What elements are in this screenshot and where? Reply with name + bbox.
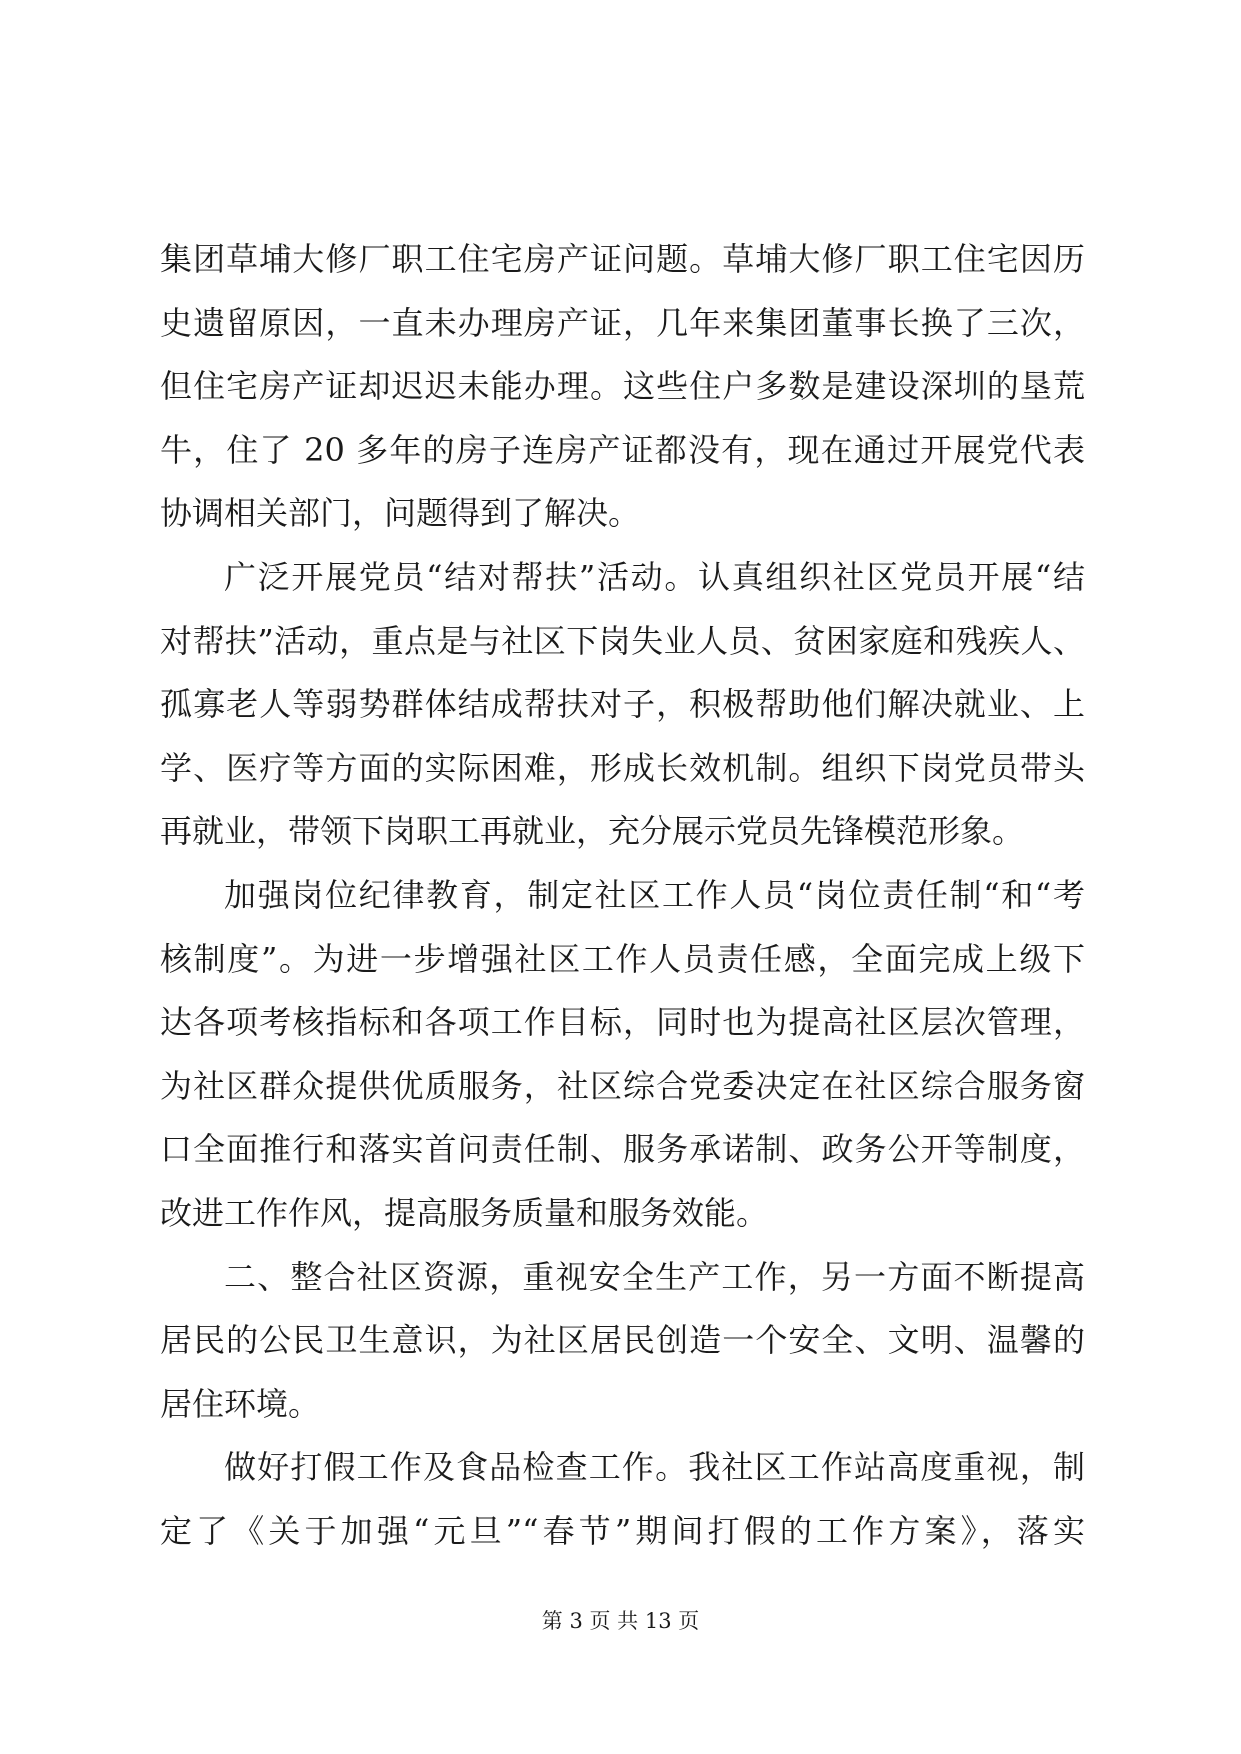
text-line: 孤寡老人等弱势群体结成帮扶对子，积极帮助他们解决就业、上	[160, 685, 1085, 724]
text-line: 广泛开展党员“结对帮扶”活动。认真组织社区党员开展“结	[224, 557, 1085, 596]
text-line: 但住宅房产证却迟迟未能办理。这些住户多数是建设深圳的垦荒	[160, 367, 1085, 406]
text-line: 居民的公民卫生意识，为社区居民创造一个安全、文明、温馨的	[160, 1321, 1085, 1360]
text-line: 再就业，带领下岗职工再就业，充分展示党员先锋模范形象。	[160, 812, 1025, 851]
text-line: 定了《关于加强“元旦”“春节”期间打假的工作方案》，落实	[160, 1511, 1085, 1550]
paragraph	[160, 546, 1085, 864]
text-line: 核制度”。为进一步增强社区工作人员责任感，全面完成上级下	[160, 939, 1085, 978]
paragraph	[160, 864, 1085, 1246]
paragraph	[160, 1246, 1085, 1437]
text-line: 为社区群众提供优质服务，社区综合党委决定在社区综合服务窗	[160, 1066, 1085, 1105]
text-line: 居住环境。	[160, 1384, 321, 1423]
paragraph	[160, 228, 1085, 546]
body-text	[160, 228, 1085, 1563]
text-line: 加强岗位纪律教育，制定社区工作人员“岗位责任制“和“考	[224, 875, 1085, 914]
text-line: 做好打假工作及食品检查工作。我社区工作站高度重视，制	[224, 1448, 1085, 1487]
text-line: 二、整合社区资源，重视安全生产工作，另一方面不断提高	[224, 1257, 1085, 1296]
text-line: 集团草埔大修厂职工住宅房产证问题。草埔大修厂职工住宅因历	[160, 240, 1085, 278]
text-line: 对帮扶”活动，重点是与社区下岗失业人员、贫困家庭和残疾人、	[160, 621, 1085, 660]
text-line: 协调相关部门，问题得到了解决。	[160, 494, 641, 533]
text-line: 口全面推行和落实首问责任制、服务承诺制、政务公开等制度，	[160, 1130, 1085, 1169]
paragraph	[160, 1436, 1085, 1563]
text-line: 史遗留原因，一直未办理房产证，几年来集团董事长换了三次，	[160, 303, 1085, 342]
text-line: 达各项考核指标和各项工作目标，同时也为提高社区层次管理，	[160, 1003, 1085, 1042]
text-line: 学、医疗等方面的实际困难，形成长效机制。组织下岗党员带头	[160, 748, 1085, 787]
text-line: 牛，住了 20 多年的房子连房产证都没有，现在通过开展党代表	[160, 430, 1085, 469]
text-line: 改进工作作风，提高服务质量和服务效能。	[160, 1193, 769, 1232]
page-footer: 第 3 页 共 13 页	[541, 1609, 700, 1633]
